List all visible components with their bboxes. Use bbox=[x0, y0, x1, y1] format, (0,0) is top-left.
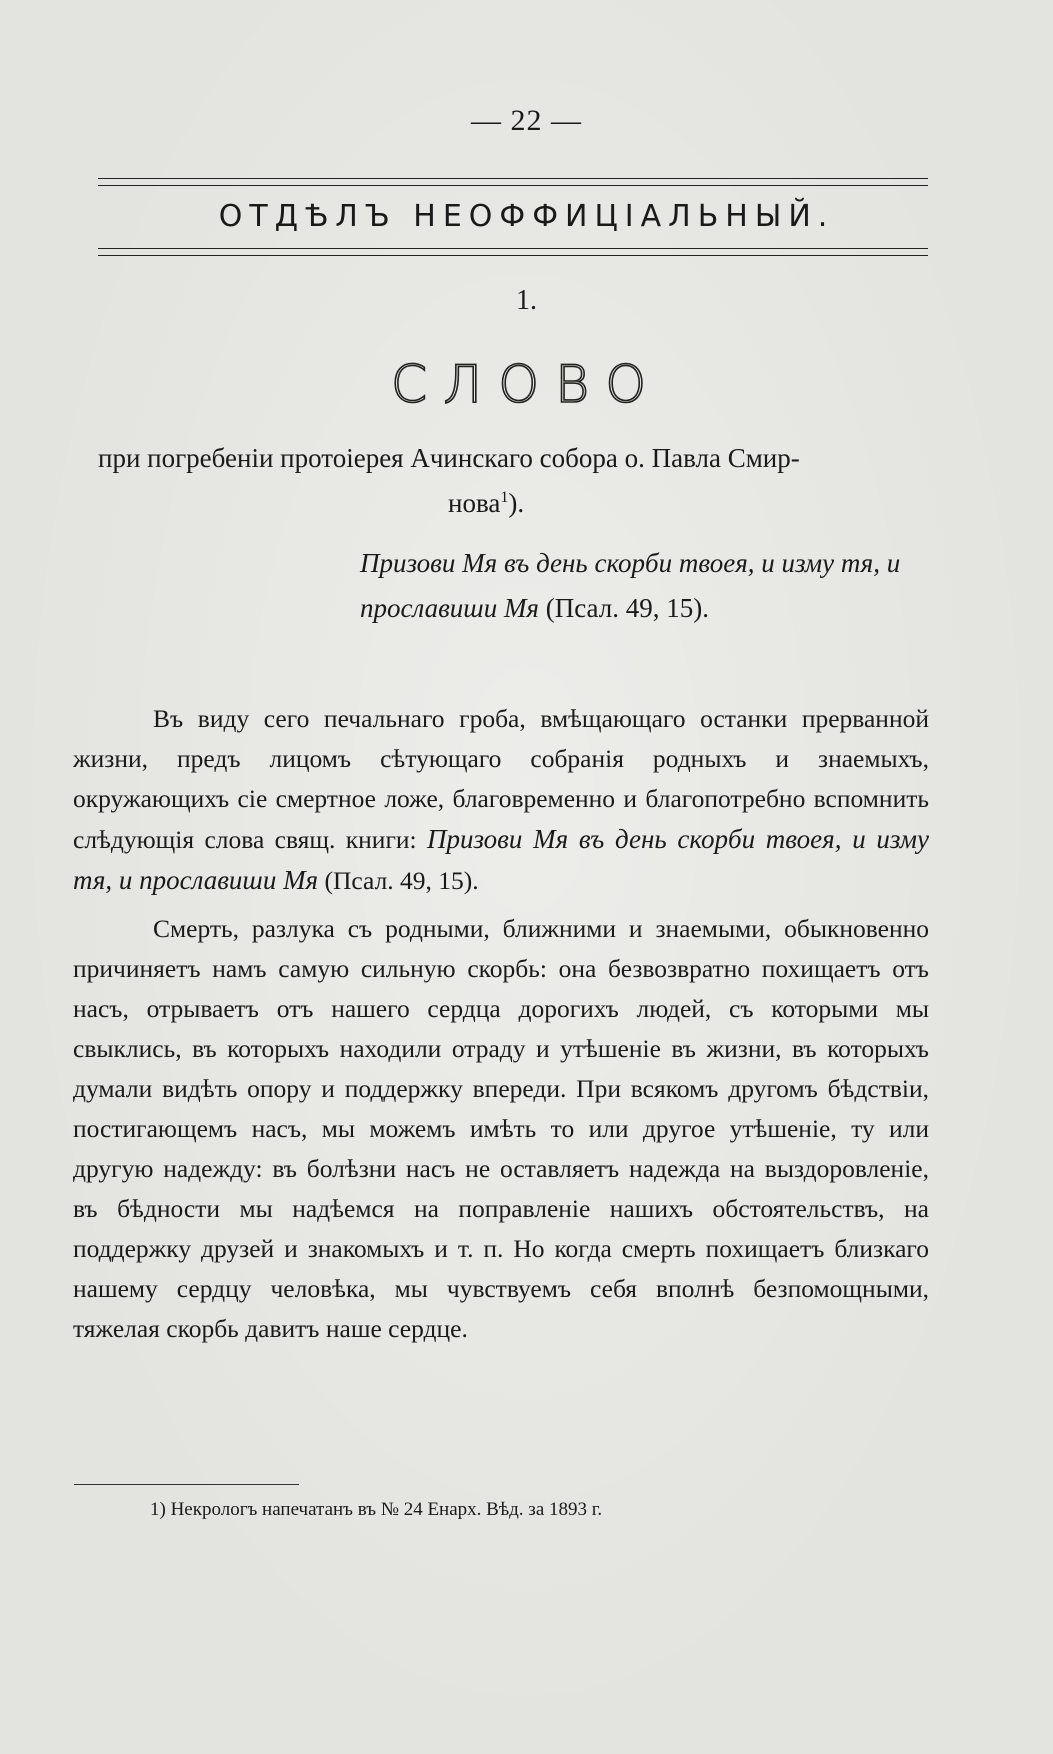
paragraph-1-quote: Призови Мя въ день скорби твоея, и изму тя, и прославиши Мя bbox=[73, 824, 929, 895]
paragraph-1 bbox=[73, 699, 929, 901]
subtitle-continuation: нова bbox=[448, 488, 501, 518]
subtitle-line-2 bbox=[98, 481, 928, 526]
article-subtitle bbox=[98, 436, 928, 526]
epigraph-quote: Призови Мя въ день скорби твоея, и изму тя, и прославиши Мя bbox=[360, 548, 901, 623]
footnote: 1) Некрологъ напечатанъ въ № 24 Енарх. Вѣд. за 1893 г. bbox=[150, 1499, 603, 1520]
subtitle-line-1: при погребеніи протоіерея Ачинскаго собора о. Павла Смир- bbox=[98, 443, 800, 473]
page-number: — 22 — bbox=[471, 104, 582, 137]
footnote-mark: 1 bbox=[500, 488, 509, 506]
section-title: ОТДѢЛЪ НЕОФФИЦІАЛЬНЫЙ. bbox=[218, 199, 835, 234]
footnote-rule bbox=[74, 1484, 299, 1485]
body-text bbox=[73, 699, 929, 1349]
article-number: 1. bbox=[516, 285, 537, 316]
epigraph bbox=[360, 541, 928, 631]
paragraph-1-text: Въ виду сего печальнаго гроба, вмѣщающаго останки прерванной жизни, предъ лицомъ сѣтующаго собранія родныхъ и знаемыхъ, окружающихъ сіе смертное ложе, благовременно и благопотребно вспомнить слѣдующія слова свящ. книги: bbox=[73, 704, 929, 854]
paragraph-1-reference: (Псал. 49, 15). bbox=[318, 866, 479, 895]
subtitle-closing: ). bbox=[508, 488, 525, 518]
article-title: СЛОВО bbox=[390, 355, 663, 415]
header-rule-top bbox=[98, 178, 928, 186]
paragraph-2: Смерть, разлука съ родными, ближними и знаемыми, обыкновенно причиняетъ намъ самую сильную скорбь: она безвозвратно похищаетъ отъ насъ, отрываетъ отъ нашего сердца дорогихъ людей, съ которыми мы свыклись, въ которыхъ находили отраду и утѣшеніе въ жизни, въ которыхъ думали видѣть опору и поддержку впереди. При всякомъ другомъ бѣдствіи, постигающемъ насъ, мы можемъ имѣть то или другое утѣшеніе, ту или другую надежду: въ болѣзни насъ не оставляетъ надежда на выздоровленіе, въ бѣдности мы надѣемся на поправленіе нашихъ обстоятельствъ, на поддержку друзей и знакомыхъ и т. п. Но когда смерть похищаетъ близкаго нашему сердцу человѣка, мы чувствуемъ себя вполнѣ безпомощными, тяжелая скорбь давитъ наше сердце. bbox=[73, 914, 929, 1343]
epigraph-reference: (Псал. 49, 15). bbox=[545, 593, 709, 623]
header-rule-bottom bbox=[98, 248, 928, 256]
